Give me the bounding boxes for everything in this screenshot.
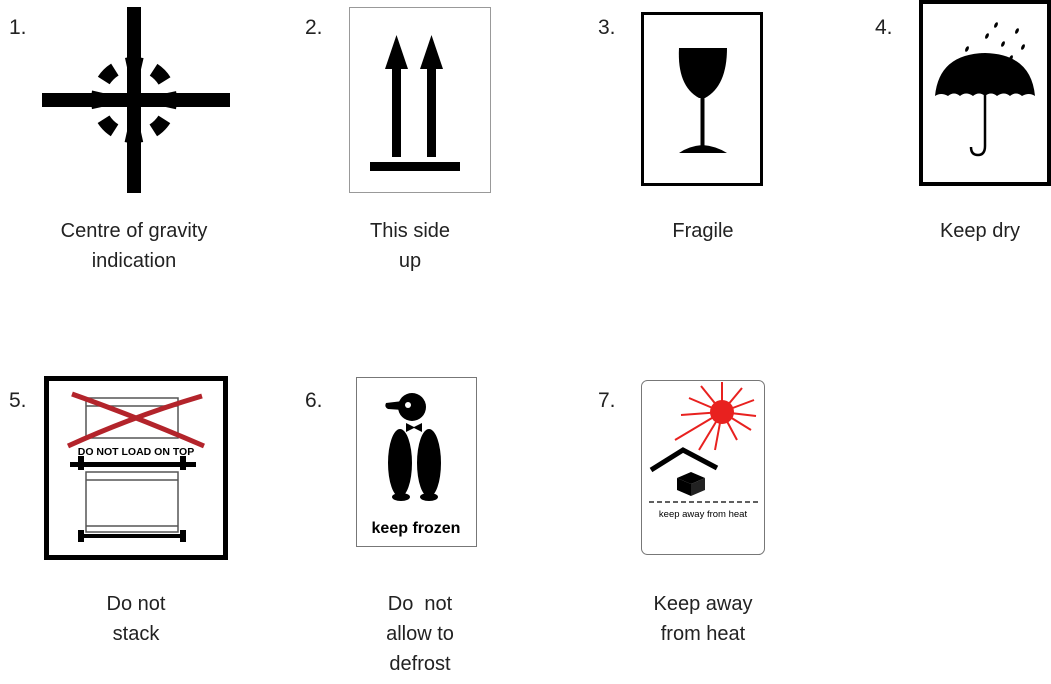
penguin-icon [356, 377, 477, 547]
item-number: 3. [598, 16, 616, 39]
keep-frozen-label: keep frozen [371, 520, 461, 537]
keep-away-from-heat-label: keep away from heat [658, 509, 748, 520]
umbrella-rain-icon [919, 0, 1051, 186]
sun-box-icon [641, 380, 765, 555]
do-not-load-label: DO NOT LOAD ON TOP [77, 446, 195, 458]
item-number: 1. [9, 16, 27, 39]
caption-keep-away-from-heat: Keep away from heat [653, 593, 753, 645]
item-number: 7. [598, 389, 616, 412]
caption-do-not-allow-to-defrost: Do not allow to defrost [386, 593, 454, 675]
wine-glass-icon [641, 12, 763, 186]
item-number: 4. [875, 16, 893, 39]
item-number: 5. [9, 389, 27, 412]
caption-do-not-stack: Do not stack [106, 593, 166, 645]
caption-fragile: Fragile [672, 220, 734, 242]
item-number: 2. [305, 16, 323, 39]
centre-of-gravity-icon [42, 7, 230, 194]
caption-keep-dry: Keep dry [939, 220, 1021, 242]
this-side-up-arrows-icon [349, 7, 491, 193]
crossed-stack-icon [44, 376, 228, 560]
item-number: 6. [305, 389, 323, 412]
caption-centre-of-gravity: Centre of gravity indication [60, 220, 208, 272]
caption-this-side-up: This side up [369, 220, 451, 272]
